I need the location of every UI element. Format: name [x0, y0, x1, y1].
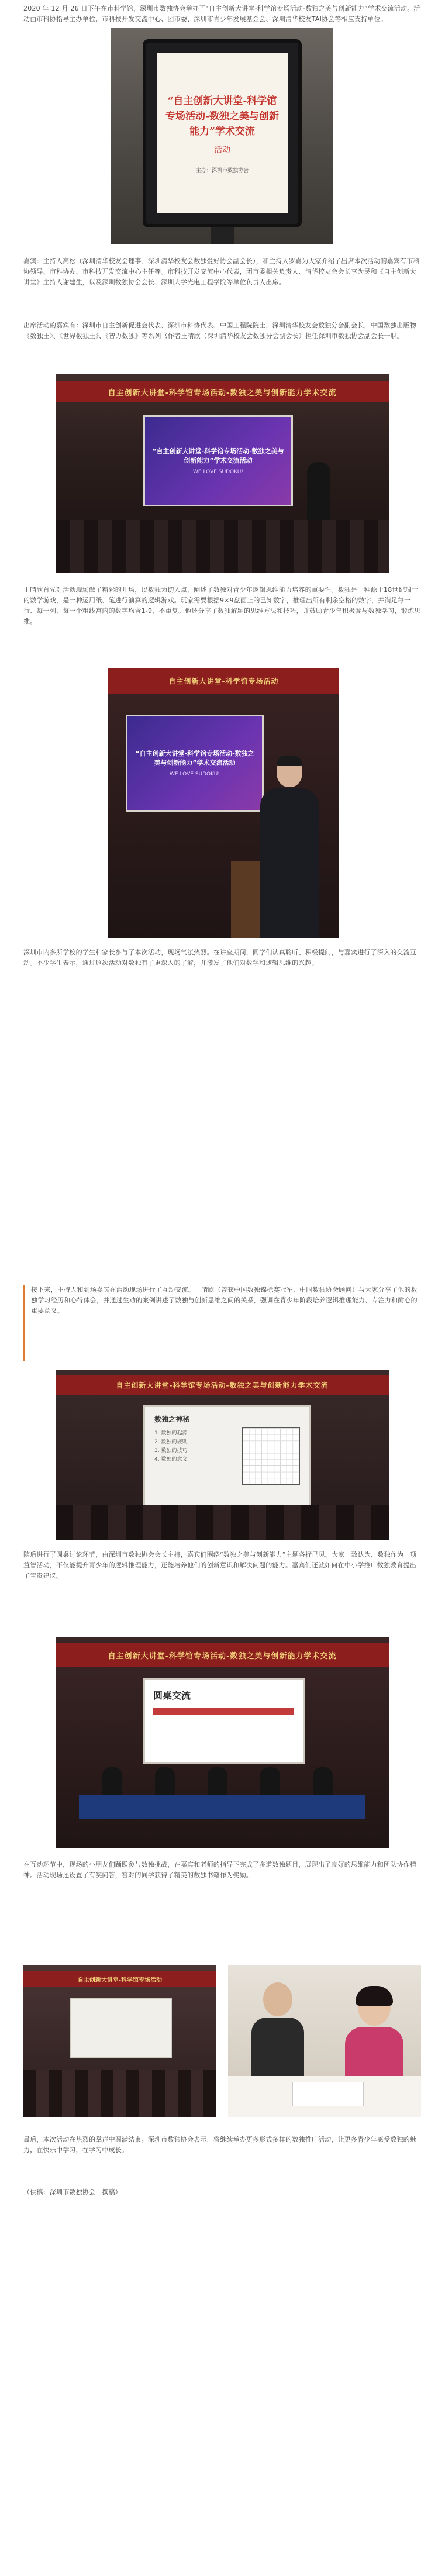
- sudoku-banner: 自主创新大讲堂-科学馆专场活动-数独之美与创新能力学术交流: [56, 1375, 389, 1395]
- girl-hair: [356, 1986, 393, 2006]
- panel-slide-bar: [153, 1708, 294, 1715]
- sudoku-slide-item: 4. 数独的意义: [154, 1457, 188, 1463]
- panel-table: [79, 1795, 365, 1819]
- event-poster-photo: [111, 28, 333, 244]
- blank-image-placeholder: [117, 1005, 329, 1262]
- closing-paragraph: 最后，本次活动在热烈的掌声中圆满结束。深圳市数独协会表示，将继续举办更多形式多样的数独推广活动，让更多青少年感受数独的魅力，在快乐中学习，在学习中成长。: [23, 2136, 416, 2154]
- sudoku-slide-item: 1. 数独的起源: [154, 1430, 188, 1436]
- sudoku-slide: [143, 1405, 311, 1514]
- speaker-photo: [108, 668, 339, 938]
- panel-discussion-photo: [56, 1637, 389, 1848]
- interaction-paragraph: 在互动环节中，现场的小朋友们踊跃参与数独挑战，在嘉宾和老师的指导下完成了多道数独题目，展现出了良好的思维能力和团队协作精神。活动现场还设置了有奖问答，答对的同学获得了精美的数独书籍作为奖励。: [23, 1861, 416, 1879]
- poster-title: “自主创新大讲堂-科学馆专场活动-数独之美与创新能力”学术交流: [165, 95, 280, 137]
- speaker-screen: [126, 715, 264, 812]
- students-heads: [23, 2070, 216, 2117]
- poster-stand: [146, 43, 298, 224]
- speaker-banner: 自主创新大讲堂-科学馆专场活动: [108, 668, 339, 694]
- footer-credit: （供稿：深圳市数独协会 撰稿）: [23, 2188, 122, 2196]
- kids-sudoku-photo: [228, 1965, 421, 2117]
- poster-subtitle: 活动: [214, 145, 230, 155]
- speaker-hair: [277, 756, 302, 766]
- speaker-screen-title: “自主创新大讲堂-科学馆专场活动-数独之美与创新能力”学术交流活动: [135, 750, 254, 767]
- sudoku-slide-item: 2. 数独的规则: [154, 1439, 188, 1445]
- poster-organizer: 主办：深圳市数独协会: [195, 167, 249, 174]
- sudoku-slide-item: 3. 数独的技巧: [154, 1448, 188, 1454]
- classroom-banner: 自主创新大讲堂-科学馆专场活动: [23, 1971, 216, 1987]
- audience-rows: [56, 520, 389, 573]
- adult-head: [263, 1982, 292, 2016]
- projection-screen: [143, 415, 293, 506]
- speech-paragraph: 出席活动的嘉宾有：深圳市自主创新促进会代表、深圳市科协代表、中国工程院院士，深圳清华校友会数独分会副会长，中国数独出版物《数独王》、《世界数独王》、《智力数独》等系列书作者王晴欣（深圳清华校友会数独分会副会长）担任深圳市数独协会副会长一职。: [23, 322, 416, 340]
- panel-slide: [143, 1678, 305, 1764]
- audience-heads: [56, 1505, 389, 1540]
- speaker-body: [260, 788, 319, 938]
- poster-stand-base: [211, 227, 234, 244]
- lecture-paragraph: 王晴欣首先对活动现场做了精彩的开场，以数独为切入点，阐述了数独对青少年逻辑思维能力培养的重要性。数独是一种源于18世纪瑞士的数学游戏，是一种运用纸、笔进行演算的逻辑游戏。玩家需要根据9×9盘面上的已知数字，推理出所有剩余空格的数字，并满足每一行、每一列、每一个粗线宫内的数字均含1-9，不重复。他还分享了数独解题的思维方法和技巧，并鼓励青少年积极参与数独学习，锻炼思维。: [23, 586, 421, 625]
- panel-slide-title: 圆桌交流: [153, 1690, 191, 1701]
- callout-box: [23, 1285, 423, 1361]
- screen-subtitle: WE LOVE SUDOKU!: [193, 469, 243, 475]
- callout-paragraph: 接下来，主持人和到场嘉宾在活动现场进行了互动交流。王晴欣（曾获中国数独锦标赛冠军、中国数独协会顾问）与大家分享了他的数独学习经历和心得体会，并通过生动的案例讲述了数独与创新思维之间的关系，强调在青少年阶段培养逻辑推理能力、专注力和耐心的重要意义。: [31, 1286, 418, 1315]
- classroom-photo: [23, 1965, 216, 2117]
- intro-paragraph: 2020 年 12 月 26 日下午在市科学馆，深圳市数独协会举办了“自主创新大讲堂-科学馆专场活动-数独之美与创新能力”学术交流活动。活动由市科协指导主办单位，市科技开发交流中心、团市委、深圳市青少年发展基金会、深圳清华校友TAI协会等相应支持单位。: [23, 5, 420, 23]
- speaker-person: [254, 756, 325, 938]
- screen-title: “自主创新大讲堂-科学馆专场活动-数独之美与创新能力”学术交流活动: [152, 447, 284, 464]
- speaker-screen-subtitle: WE LOVE SUDOKU!: [170, 771, 220, 777]
- poster-board: [157, 53, 288, 213]
- panel-paragraph: 随后进行了圆桌讨论环节，由深圳市数独协会会长主持，嘉宾们围绕“数独之美与创新能力”主题各抒己见。大家一致认为，数独作为一项益智活动，不仅能提升青少年的逻辑推理能力，还能培养他们的创新意识和解决问题的能力。嘉宾们还就如何在中小学推广数独教育提出了宝贵建议。: [23, 1551, 417, 1580]
- panel-banner: 自主创新大讲堂-科学馆专场活动-数独之美与创新能力学术交流: [56, 1643, 389, 1667]
- classroom-slide: [70, 1998, 172, 2058]
- sudoku-lecture-photo: [56, 1370, 389, 1540]
- sudoku-paper: [292, 2082, 364, 2106]
- guests-paragraph: 嘉宾：主持人高松（深圳清华校友会理事、深圳清华校友会数独爱好协会副会长），和主持人罗嘉为大家介绍了出席本次活动的嘉宾有市科协领导、市科协办、市科技开发交流中心主任等。市科技开发交流中心代表，团市委相关负责人、清华校友会会长李为民和《自主创新大讲堂》主持人谢建生，以及深圳数独协会会长、深圳大学光电工程学院等单位负责人出席。: [23, 257, 420, 286]
- sudoku-slide-list: [154, 1429, 230, 1464]
- sudoku-slide-title: 数独之神秘: [154, 1415, 190, 1423]
- sudoku-grid: [242, 1427, 300, 1485]
- sudoku-grid-lines: [243, 1428, 299, 1484]
- auditorium-banner: 自主创新大讲堂-科学馆专场活动-数独之美与创新能力学术交流: [56, 381, 389, 402]
- students-paragraph: 深圳市内多所学校的学生和家长参与了本次活动，现场气氛热烈。在讲座期间，同学们认真聆听、积极提问，与嘉宾进行了深入的交流互动。不少学生表示，通过这次活动对数独有了更深入的了解，并激发了他们对数学和逻辑思维的兴趣。: [23, 949, 416, 967]
- auditorium-photo: [56, 374, 389, 573]
